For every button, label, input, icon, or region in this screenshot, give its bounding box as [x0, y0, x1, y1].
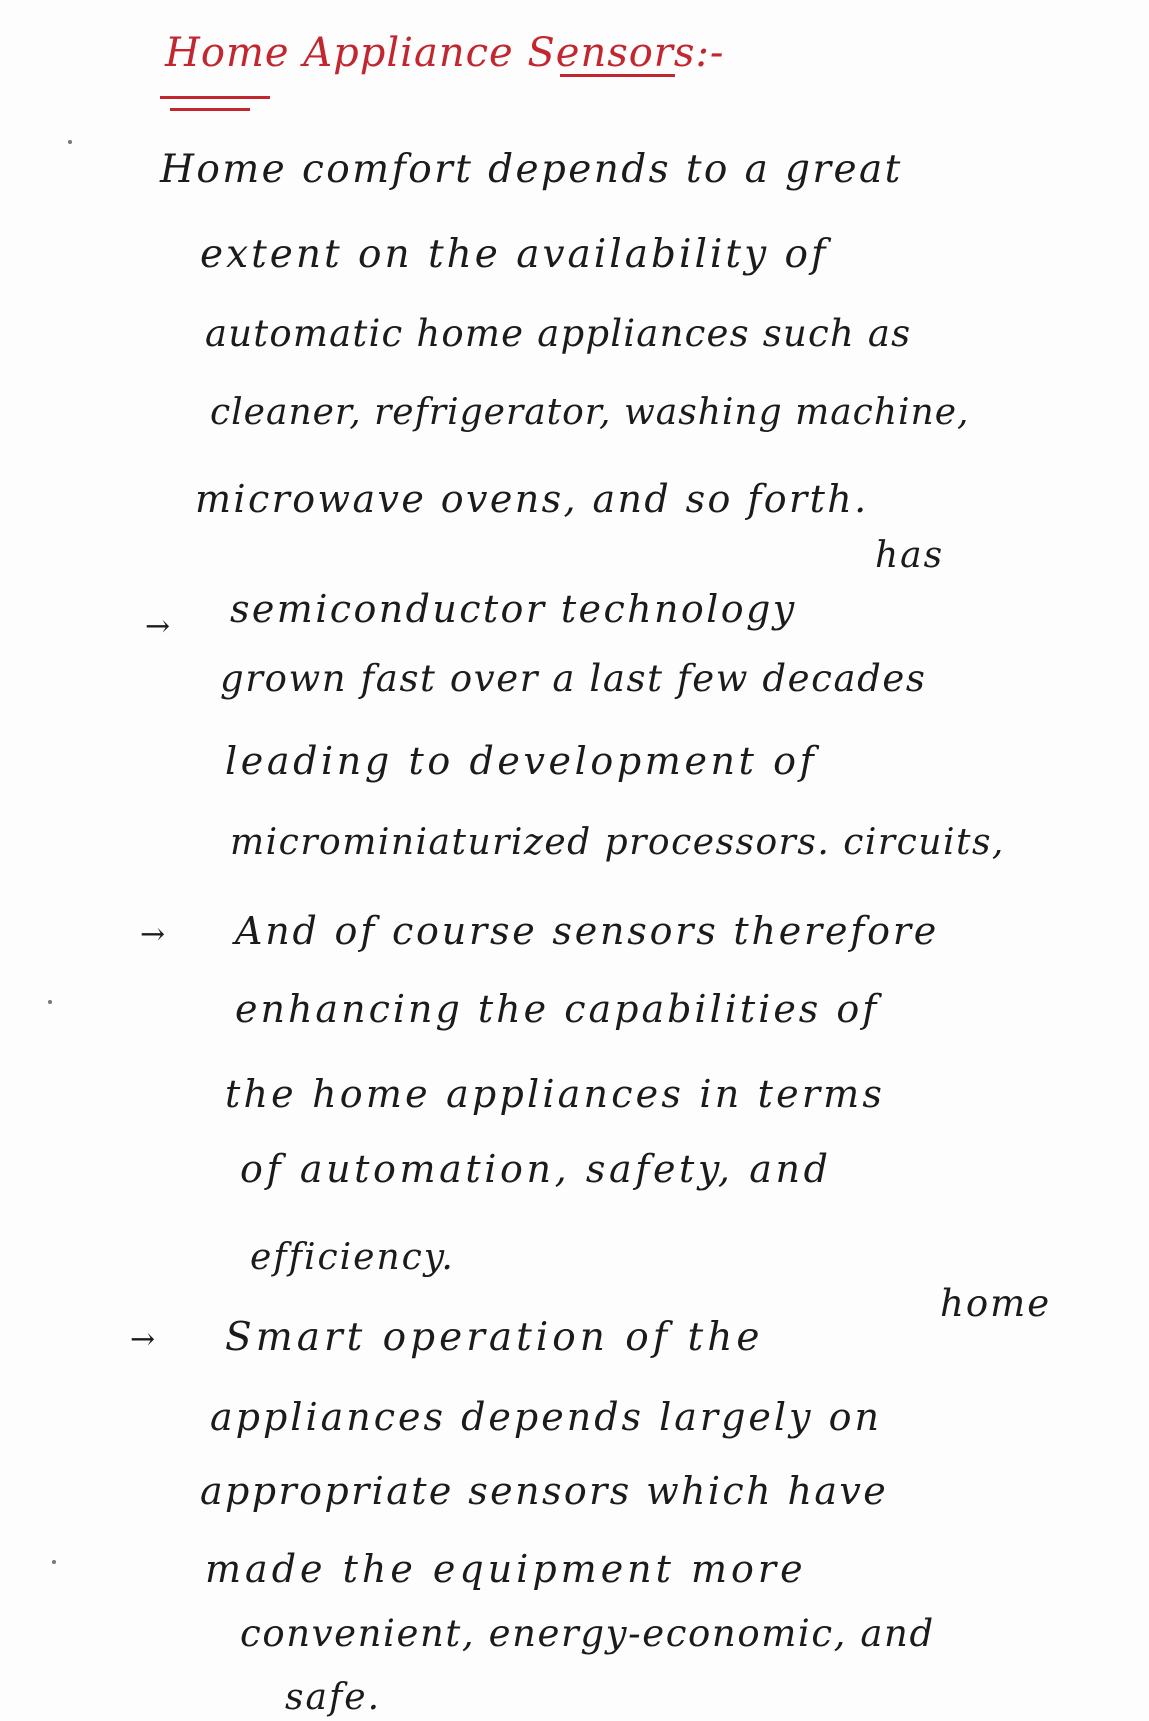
text-line: semiconductor technology: [230, 587, 797, 631]
text-line: automatic home appliances such as: [205, 312, 912, 355]
text-line: efficiency.: [250, 1237, 455, 1278]
margin-dot: [68, 140, 72, 144]
text-line: And of course sensors therefore: [235, 909, 940, 953]
title-underline: [170, 108, 250, 111]
text-line: safe.: [285, 1677, 382, 1718]
margin-dot: [48, 1000, 52, 1004]
title-underline: [160, 96, 270, 99]
text-line: cleaner, refrigerator, washing machine,: [210, 392, 970, 433]
text-line: leading to development of: [225, 739, 818, 783]
text-line: home: [940, 1282, 1052, 1325]
text-line: appropriate sensors which have: [200, 1469, 889, 1513]
text-line: enhancing the capabilities of: [235, 987, 880, 1031]
text-line: appliances depends largely on: [210, 1395, 882, 1439]
text-line: Smart operation of the: [225, 1315, 764, 1360]
title-underline: [560, 74, 675, 77]
text-line: convenient, energy-economic, and: [240, 1612, 935, 1655]
text-line: made the equipment more: [205, 1547, 807, 1591]
bullet-arrow-icon: →: [130, 1322, 156, 1357]
text-line: of automation, safety, and: [240, 1147, 832, 1191]
bullet-arrow-icon: →: [140, 917, 166, 952]
page-title: Home Appliance Sensors:-: [165, 30, 725, 76]
text-line: microwave ovens, and so forth.: [195, 477, 869, 521]
text-line: the home appliances in terms: [225, 1072, 886, 1116]
text-line: has: [875, 535, 945, 576]
text-line: extent on the availability of: [200, 232, 829, 277]
text-line: Home comfort depends to a great: [160, 147, 903, 192]
bullet-arrow-icon: →: [145, 609, 171, 644]
text-line: grown fast over a last few decades: [220, 657, 927, 700]
text-line: microminiaturized processors. circuits,: [230, 822, 1005, 863]
margin-dot: [52, 1560, 56, 1564]
